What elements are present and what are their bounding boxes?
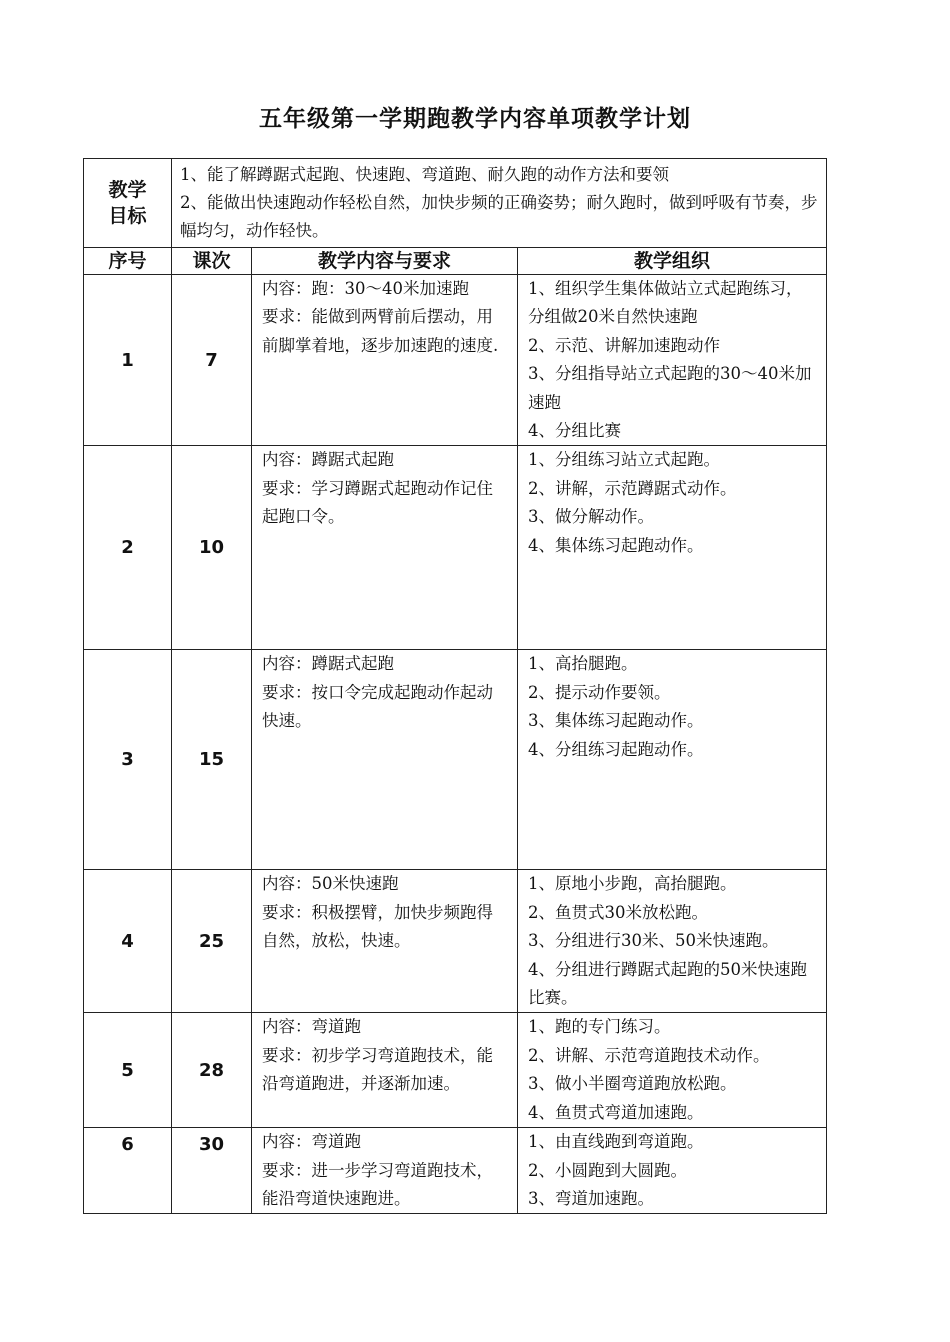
content-text: 内容：蹲踞式起跑 xyxy=(262,450,394,470)
row-organization xyxy=(518,1128,827,1214)
row-lesson: 28 xyxy=(172,1013,252,1128)
org-item: 3、弯道加速跑。 xyxy=(528,1188,654,1208)
table-row xyxy=(84,1128,827,1214)
org-item: 1、原地小步跑，高抬腿跑。 xyxy=(528,874,737,894)
content-text: 内容：弯道跑 xyxy=(262,1017,361,1037)
header-seq: 序号 xyxy=(84,248,172,275)
row-content xyxy=(252,446,518,650)
requirement-text: 要求：初步学习弯道跑技术，能沿弯道跑进，并逐渐加速。 xyxy=(262,1045,493,1094)
row-lesson: 7 xyxy=(172,275,252,446)
goal-row xyxy=(84,159,827,248)
header-row xyxy=(84,248,827,275)
goal-label xyxy=(84,159,172,248)
goal-label-line2: 目标 xyxy=(108,205,147,227)
teaching-plan-table xyxy=(83,158,827,1214)
org-item: 3、做小半圈弯道跑放松跑。 xyxy=(528,1074,737,1094)
requirement-text: 要求：按口令完成起跑动作起动快速。 xyxy=(262,682,493,731)
org-item: 4、鱼贯式弯道加速跑。 xyxy=(528,1102,704,1122)
header-lesson: 课次 xyxy=(172,248,252,275)
row-lesson: 25 xyxy=(172,870,252,1013)
content-text: 内容：50米快速跑 xyxy=(262,874,399,894)
row-content xyxy=(252,275,518,446)
row-organization xyxy=(518,275,827,446)
row-organization xyxy=(518,650,827,870)
org-item: 2、讲解、示范弯道跑技术动作。 xyxy=(528,1045,770,1065)
table-row xyxy=(84,870,827,1013)
org-item: 3、分组进行30米、50米快速跑。 xyxy=(528,931,779,951)
row-content xyxy=(252,870,518,1013)
row-content xyxy=(252,1013,518,1128)
table-row xyxy=(84,1013,827,1128)
requirement-text: 要求：能做到两臂前后摆动，用前脚掌着地，逐步加速跑的速度. xyxy=(262,307,499,355)
header-org: 教学组织 xyxy=(518,248,827,275)
org-item: 4、分组练习起跑动作。 xyxy=(528,739,704,759)
org-item: 1、组织学生集体做站立式起跑练习，分组做20米自然快速跑 xyxy=(528,279,803,327)
org-item: 2、小圆跑到大圆跑。 xyxy=(528,1160,687,1180)
row-seq: 6 xyxy=(84,1128,172,1214)
goal-text xyxy=(172,159,827,248)
row-seq: 2 xyxy=(84,446,172,650)
table-row xyxy=(84,650,827,870)
org-item: 3、做分解动作。 xyxy=(528,507,654,527)
org-item: 2、讲解，示范蹲踞式动作。 xyxy=(528,478,737,498)
org-item: 4、分组比赛 xyxy=(528,421,621,441)
org-item: 2、示范、讲解加速跑动作 xyxy=(528,335,720,355)
row-content xyxy=(252,650,518,870)
row-seq: 1 xyxy=(84,275,172,446)
page-title: 五年级第一学期跑教学内容单项教学计划 xyxy=(259,106,691,132)
row-lesson: 30 xyxy=(172,1128,252,1214)
requirement-text: 要求：进一步学习弯道跑技术，能沿弯道快速跑进。 xyxy=(262,1160,493,1208)
org-item: 3、分组指导站立式起跑的30～40米加速跑 xyxy=(528,364,812,412)
org-item: 3、集体练习起跑动作。 xyxy=(528,711,704,731)
row-organization xyxy=(518,1013,827,1128)
goal-text-line1: 1、能了解蹲踞式起跑、快速跑、弯道跑、耐久跑的动作方法和要领 xyxy=(180,165,669,184)
org-item: 1、分组练习站立式起跑。 xyxy=(528,450,720,470)
row-seq: 4 xyxy=(84,870,172,1013)
row-lesson: 15 xyxy=(172,650,252,870)
table-row xyxy=(84,446,827,650)
content-text: 内容：弯道跑 xyxy=(262,1132,361,1152)
content-text: 内容：蹲踞式起跑 xyxy=(262,654,394,674)
content-text: 内容：跑：30～40米加速跑 xyxy=(262,279,469,298)
org-item: 2、鱼贯式30米放松跑。 xyxy=(528,902,708,922)
requirement-text: 要求：积极摆臂，加快步频跑得自然，放松，快速。 xyxy=(262,902,493,951)
goal-label-line1: 教学 xyxy=(108,179,147,201)
row-seq: 3 xyxy=(84,650,172,870)
org-item: 1、跑的专门练习。 xyxy=(528,1017,671,1037)
org-item: 1、由直线跑到弯道跑。 xyxy=(528,1132,704,1152)
header-content: 教学内容与要求 xyxy=(252,248,518,275)
row-content xyxy=(252,1128,518,1214)
requirement-text: 要求：学习蹲踞式起跑动作记住起跑口令。 xyxy=(262,478,493,527)
org-item: 2、提示动作要领。 xyxy=(528,682,671,702)
goal-text-line2: 2、能做出快速跑动作轻松自然，加快步频的正确姿势；耐久跑时，做到呼吸有节奏，步幅均匀，动作轻快。 xyxy=(180,193,818,240)
table-row xyxy=(84,275,827,446)
row-lesson: 10 xyxy=(172,446,252,650)
row-organization xyxy=(518,870,827,1013)
org-item: 4、集体练习起跑动作。 xyxy=(528,535,704,555)
row-organization xyxy=(518,446,827,650)
row-seq: 5 xyxy=(84,1013,172,1128)
org-item: 1、高抬腿跑。 xyxy=(528,654,638,674)
org-item: 4、分组进行蹲踞式起跑的50米快速跑比赛。 xyxy=(528,959,807,1008)
